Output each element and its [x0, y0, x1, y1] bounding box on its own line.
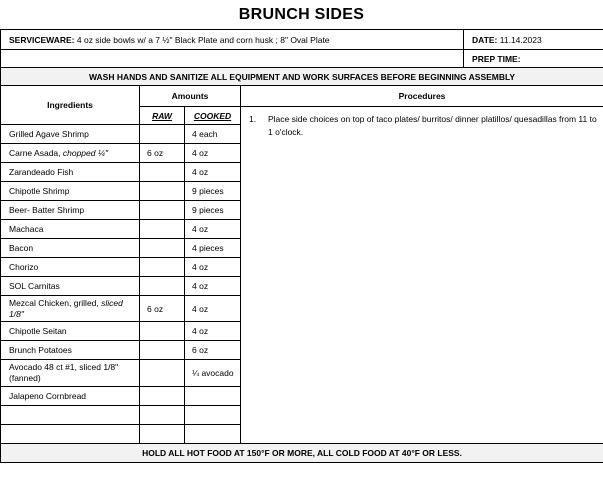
cooked-amount: 4 oz: [185, 296, 241, 322]
cooked-amount: 4 each: [185, 125, 241, 144]
wash-notice-row: [1, 68, 603, 86]
ingredient-name: [1, 125, 140, 144]
procedures-cell: [241, 107, 603, 444]
raw-amount: [140, 201, 185, 220]
ingredient-name-text: Chipotle Shrimp: [9, 186, 70, 196]
raw-amount: [140, 239, 185, 258]
cooked-amount: [185, 387, 241, 406]
ingredient-name-text: Grilled Agave Shrimp: [9, 129, 89, 139]
raw-amount: [140, 277, 185, 296]
cooked-amount: 9 pieces: [185, 201, 241, 220]
cooked-amount: [185, 406, 241, 425]
ingredient-name-text: SOL Carnitas: [9, 281, 60, 291]
ingredient-name: [1, 258, 140, 277]
cooked-amount: [185, 425, 241, 444]
serviceware-label: SERVICEWARE:: [9, 34, 75, 45]
amounts-header: Amounts: [140, 86, 241, 107]
raw-amount: [140, 425, 185, 444]
ingredient-name-text: Zarandeado Fish: [9, 167, 74, 177]
procedures-header: Procedures: [241, 86, 603, 107]
cooked-amount: ¼ avocado: [185, 360, 241, 387]
ingredient-name: [1, 220, 140, 239]
raw-amount: [140, 258, 185, 277]
ingredient-name-text: Bacon: [9, 243, 34, 253]
raw-amount: [140, 125, 185, 144]
serviceware-row: [1, 30, 603, 50]
serviceware-cell: [1, 30, 464, 50]
page-title: BRUNCH SIDES: [238, 6, 365, 23]
raw-amount: [140, 322, 185, 341]
hold-notice: HOLD ALL HOT FOOD AT 150°F OR MORE, ALL COLD FOOD AT 40°F OR LESS.: [1, 444, 603, 463]
hold-notice-row: [1, 444, 603, 463]
procedure-step: [249, 113, 597, 139]
raw-amount: 6 oz: [140, 296, 185, 322]
ingredient-name: [1, 239, 140, 258]
ingredient-name-text: Chipotle Seitan: [9, 326, 67, 336]
raw-amount: [140, 360, 185, 387]
ingredient-name: [1, 341, 140, 360]
ingredient-name-text: Carne Asada,: [9, 148, 63, 158]
raw-amount: [140, 406, 185, 425]
date-label: DATE:: [472, 34, 498, 45]
ingredient-note: sliced 1/8": [9, 297, 123, 319]
cooked-amount: 4 oz: [185, 163, 241, 182]
ingredient-name-text: Mezcal Chicken, grilled,: [9, 297, 102, 308]
cooked-amount: 4 oz: [185, 322, 241, 341]
date-cell: [464, 30, 603, 50]
cooked-amount: 9 pieces: [185, 182, 241, 201]
cooked-amount: 4 oz: [185, 220, 241, 239]
cooked-amount: 6 oz: [185, 341, 241, 360]
raw-amount: [140, 220, 185, 239]
blank-cell: [1, 50, 464, 68]
ingredient-note: chopped ¼": [62, 148, 108, 158]
raw-amount: [140, 387, 185, 406]
raw-amount: [140, 341, 185, 360]
ingredient-name-text: Chorizo: [9, 262, 39, 272]
ingredient-name: [1, 163, 140, 182]
raw-amount: [140, 163, 185, 182]
ingredient-name-text: Jalapeno Cornbread: [9, 391, 87, 401]
ingredients-header: Ingredients: [1, 86, 140, 125]
ingredient-name: [1, 425, 140, 444]
ingredient-name-text: Brunch Potatoes: [9, 345, 72, 355]
ingredient-name: [1, 201, 140, 220]
procedure-text: Place side choices on top of taco plates/ burritos/ dinner platillos/ quesadillas from 11 to 1 o'clock.: [268, 114, 597, 137]
ingredient-name-text: Avocado 48 ct #1, sliced 1/8" (fanned): [9, 362, 119, 383]
cooked-amount: 4 oz: [185, 277, 241, 296]
serviceware-value: 4 oz side bowls w/ a 7 ½" Black Plate and corn husk ; 8" Oval Plate: [76, 34, 330, 45]
wash-notice: WASH HANDS AND SANITIZE ALL EQUIPMENT AND WORK SURFACES BEFORE BEGINNING ASSEMBLY: [1, 68, 603, 86]
ingredient-name: [1, 387, 140, 406]
prep-time-row: [1, 50, 603, 68]
raw-amount: 6 oz: [140, 144, 185, 163]
ingredient-name: [1, 182, 140, 201]
procedure-number: 1.: [249, 114, 257, 124]
cooked-header: COOKED: [185, 107, 241, 125]
ingredient-name: [1, 360, 140, 387]
ingredient-name-text: Machaca: [9, 224, 44, 234]
ingredient-name-text: Beer- Batter Shrimp: [9, 205, 85, 215]
date-value: 11.14.2023: [499, 34, 542, 45]
column-header-row: [1, 86, 603, 107]
ingredient-name: [1, 277, 140, 296]
ingredient-name: [1, 296, 140, 322]
cooked-amount: 4 oz: [185, 144, 241, 163]
raw-header: RAW: [140, 107, 185, 125]
ingredient-name: [1, 144, 140, 163]
cooked-amount: 4 pieces: [185, 239, 241, 258]
cooked-amount: 4 oz: [185, 258, 241, 277]
ingredient-name: [1, 322, 140, 341]
raw-amount: [140, 182, 185, 201]
recipe-table: [0, 29, 603, 463]
ingredient-name: [1, 406, 140, 425]
prep-time-label: PREP TIME:: [464, 50, 603, 68]
